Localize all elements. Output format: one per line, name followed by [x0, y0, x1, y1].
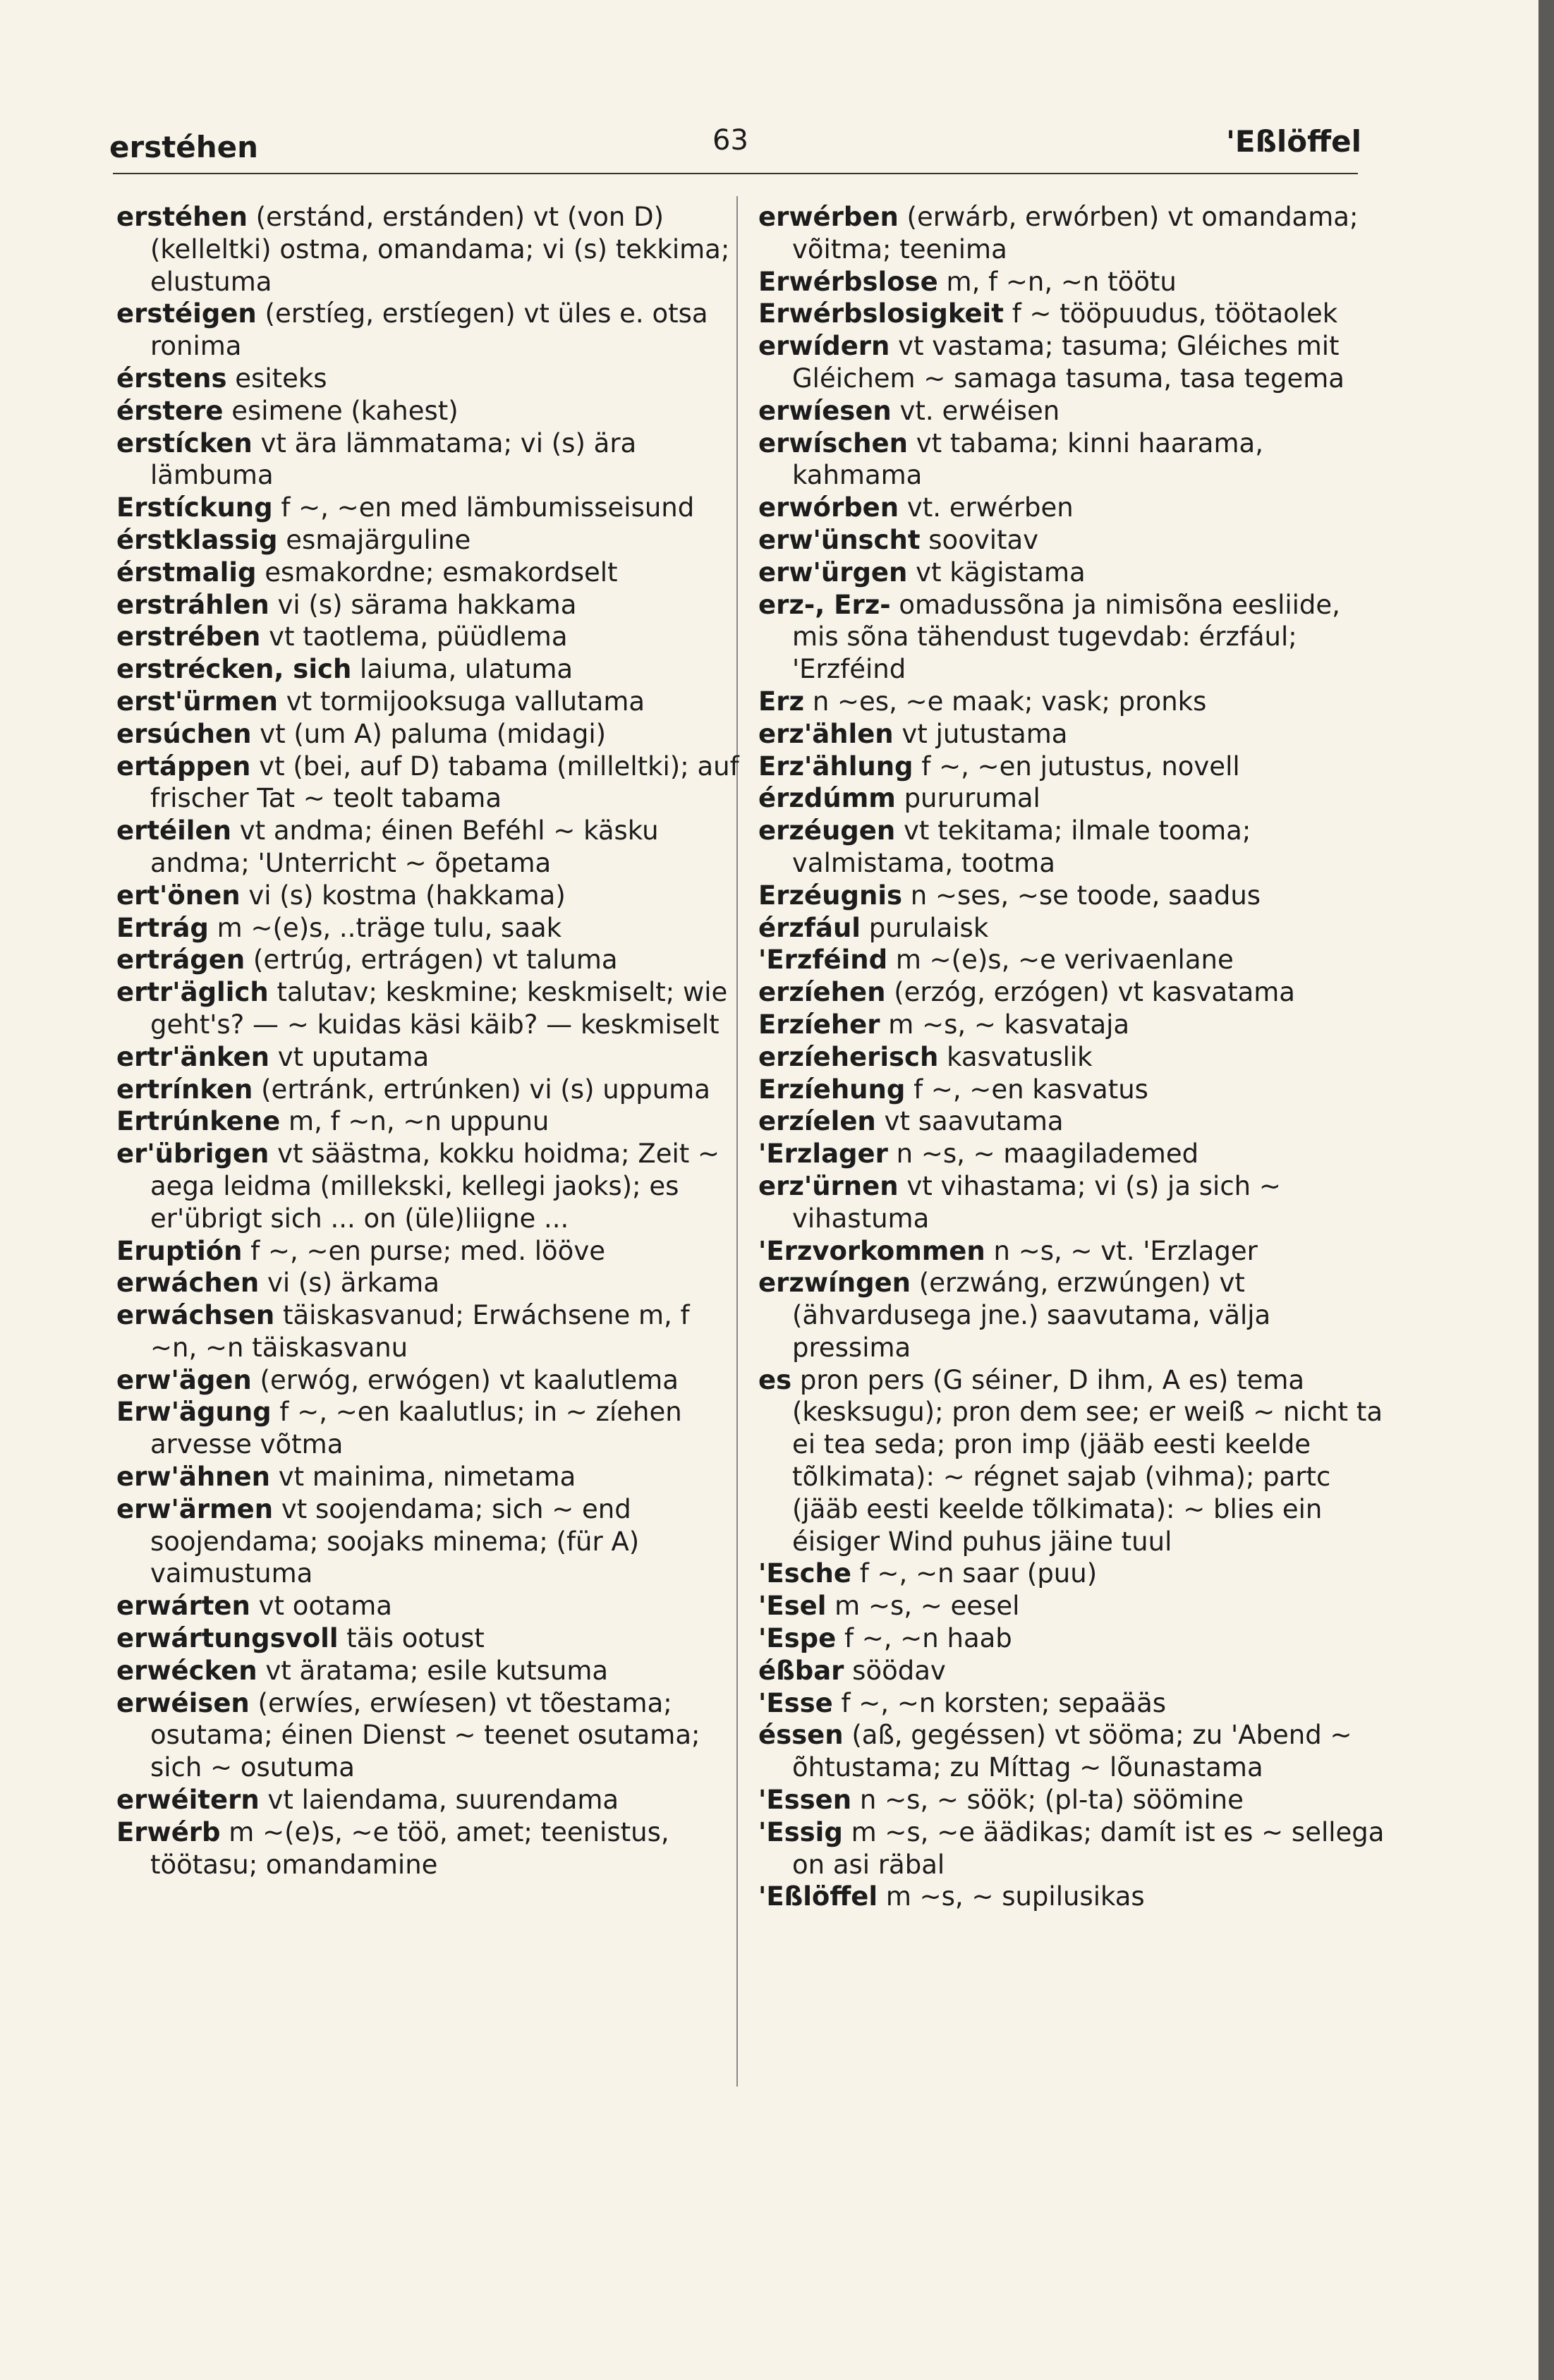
entry-definition: vt säästma, kokku hoidma; Zeit ~ aega leidma (millekski, kellegi jaoks); es er'übrigt sich ... on (üle)liigne ... [150, 1139, 720, 1234]
header-rule [113, 173, 1358, 174]
entry-definition: f ~, ~n haab [836, 1623, 1012, 1654]
dictionary-entry [116, 557, 744, 589]
entry-definition: n ~ses, ~se toode, saadus [902, 880, 1261, 911]
entry-definition: vt. erwérben [899, 492, 1074, 523]
entry-headword: 'Esse [758, 1687, 833, 1718]
entry-definition: (erstíeg, erstíegen) vt üles e. otsa ronima [150, 298, 708, 362]
header-first-word: erstéhen [109, 130, 259, 164]
entry-headword: erwéisen [116, 1687, 250, 1718]
entry-headword: érstens [116, 363, 227, 394]
entry-headword: erst'ürmen [116, 686, 278, 717]
dictionary-entry [116, 524, 744, 557]
entry-definition: m ~s, ~ supilusikas [878, 1881, 1145, 1912]
entry-headword: erwórben [758, 492, 899, 523]
entry-headword: Erz'ählung [758, 751, 913, 782]
entry-headword: érzfául [758, 912, 861, 943]
dictionary-entry [116, 1235, 744, 1268]
dictionary-entry [116, 1396, 744, 1461]
entry-definition: vt mainima, nimetama [269, 1462, 576, 1493]
entry-headword: Ertrúnkene [116, 1106, 281, 1137]
dictionary-entry [758, 718, 1386, 751]
dictionary-entry [758, 1267, 1386, 1364]
entry-headword: ertrínken [116, 1074, 253, 1105]
entry-headword: 'Espe [758, 1623, 837, 1654]
entry-definition: vt soojendama; sich ~ end soojendama; soojaks minema; (für A) vaimustuma [150, 1493, 640, 1589]
entry-definition: f ~, ~en jutustus, novell [913, 751, 1240, 782]
entry-headword: éssen [758, 1720, 844, 1751]
entry-definition: pururumal [895, 783, 1040, 814]
entry-headword: Erzéugnis [758, 880, 903, 911]
entry-definition: talutav; keskmine; keskmiselt; wie geht's? — ~ kuidas käsi käib? — keskmiselt [150, 977, 728, 1040]
entry-definition: n ~s, ~ vt. 'Erzlager [985, 1235, 1258, 1266]
entry-definition: vt laiendama, suurendama [259, 1785, 619, 1816]
entry-headword: érstmalig [116, 557, 257, 588]
entry-headword: erz'ählen [758, 718, 894, 749]
dictionary-entry [758, 1009, 1386, 1041]
dictionary-entry [758, 782, 1386, 815]
entry-headword: 'Erzvorkommen [758, 1235, 985, 1266]
entry-headword: ertr'änken [116, 1041, 269, 1072]
entry-definition: m ~(e)s, ~e verivaenlane [887, 945, 1234, 976]
entry-headword: erw'ünscht [758, 524, 921, 555]
dictionary-entry [116, 880, 744, 912]
dictionary-entry [758, 1235, 1386, 1268]
dictionary-entry [758, 1558, 1386, 1590]
entry-headword: erzíehen [758, 977, 886, 1008]
entry-definition: vt äratama; esile kutsuma [257, 1655, 609, 1686]
entry-headword: erwérben [758, 202, 899, 232]
entry-definition: m ~s, ~e äädikas; damít ist es ~ sellega on asi räbal [792, 1816, 1385, 1880]
entry-definition: esmajärguline [277, 524, 471, 555]
dictionary-entry [758, 944, 1386, 976]
entry-headword: erstéhen [116, 202, 248, 232]
dictionary-entry [116, 1816, 744, 1881]
dictionary-entry [116, 363, 744, 395]
entry-headword: erwáchen [116, 1268, 260, 1299]
entry-headword: erw'ägen [116, 1364, 252, 1395]
dictionary-entry [116, 1299, 744, 1364]
entry-definition: täis ootust [338, 1623, 485, 1654]
dictionary-entry [758, 1622, 1386, 1655]
dictionary-entry [758, 201, 1386, 266]
entry-headword: Erz [758, 686, 805, 717]
dictionary-entry [758, 1881, 1386, 1913]
entry-headword: ersúchen [116, 718, 252, 749]
entry-headword: Erzíeher [758, 1009, 880, 1040]
entry-definition: purulaisk [860, 912, 989, 943]
entry-headword: Erstíckung [116, 492, 273, 523]
entry-headword: érstere [116, 395, 224, 426]
dictionary-entry [116, 1105, 744, 1138]
entry-headword: erz-, Erz- [758, 589, 891, 620]
entry-definition: vt saavutama [875, 1106, 1064, 1137]
entry-definition: vi (s) kostma (hakkama) [240, 880, 566, 911]
dictionary-entry [116, 944, 744, 976]
entry-definition: esimene (kahest) [223, 395, 459, 426]
entry-definition: (erwíes, erwíesen) vt tõestama; osutama; éinen Dienst ~ teenet osutama; sich ~ osutuma [150, 1687, 700, 1783]
dictionary-entry [116, 653, 744, 686]
dictionary-entry [758, 1719, 1386, 1784]
dictionary-entry [116, 1687, 744, 1784]
dictionary-entry [758, 1687, 1386, 1720]
entry-definition: vt tabama; kinni haarama, kahmama [792, 427, 1263, 491]
dictionary-entry [758, 589, 1386, 686]
entry-headword: 'Erzféind [758, 945, 888, 976]
dictionary-entry [758, 395, 1386, 427]
entry-headword: erwárten [116, 1591, 250, 1622]
dictionary-entry [116, 1655, 744, 1687]
entry-headword: 'Esche [758, 1558, 851, 1589]
header-last-word: 'Eßlöffel [1226, 124, 1361, 159]
entry-headword: ertéilen [116, 815, 231, 846]
entry-definition: soovitav [920, 524, 1039, 555]
entry-definition: f ~, ~en kasvatus [905, 1074, 1148, 1105]
entry-definition: vt andma; éinen Beféhl ~ käsku andma; 'Unterricht ~ õpetama [150, 815, 659, 878]
entry-definition: m, f ~n, ~n uppunu [280, 1106, 550, 1137]
entry-definition: (erstánd, erstánden) vt (von D) (kelleltki) ostma, omandama; vi (s) tekkima; elustuma [150, 202, 730, 297]
dictionary-entry [758, 912, 1386, 945]
dictionary-entry [758, 880, 1386, 912]
left-column [116, 201, 744, 1881]
entry-headword: erstéigen [116, 298, 257, 329]
dictionary-entry [116, 1461, 744, 1493]
right-column [758, 201, 1386, 1913]
entry-definition: vt. erwéisen [891, 395, 1060, 426]
dictionary-entry [758, 1590, 1386, 1622]
entry-headword: érstklassig [116, 524, 278, 555]
dictionary-entry [116, 589, 744, 621]
entry-definition: omadussõna ja nimisõna eesliide, mis sõna tähendust tugevdab: érzfául; 'Erzféind [792, 589, 1340, 685]
dictionary-entry [116, 976, 744, 1041]
entry-headword: 'Esel [758, 1591, 827, 1622]
entry-definition: m ~(e)s, ..träge tulu, saak [208, 912, 562, 943]
dictionary-entry [116, 912, 744, 945]
entry-definition: n ~s, ~ söök; (pl-ta) söömine [851, 1785, 1244, 1816]
dictionary-entry [116, 1267, 744, 1299]
entry-headword: erzéugen [758, 815, 896, 846]
entry-definition: n ~es, ~e maak; vask; pronks [804, 686, 1207, 717]
entry-headword: erzíelen [758, 1106, 876, 1137]
entry-headword: Erwérbslosigkeit [758, 298, 1004, 329]
entry-headword: Eruptión [116, 1235, 243, 1266]
entry-headword: erstrében [116, 621, 261, 652]
entry-definition: (aß, gegéssen) vt sööma; zu 'Abend ~ õhtustama; zu Míttag ~ lõunastama [792, 1720, 1352, 1783]
entry-headword: erwídern [758, 331, 890, 362]
entry-headword: erstícken [116, 427, 253, 459]
dictionary-entry [116, 718, 744, 751]
dictionary-entry [758, 815, 1386, 880]
entry-definition: m ~(e)s, ~e töö, amet; teenistus, töötasu; omandamine [150, 1816, 669, 1880]
dictionary-entry [758, 1816, 1386, 1881]
dictionary-entry [758, 976, 1386, 1009]
entry-definition: f ~, ~n saar (puu) [851, 1558, 1098, 1589]
entry-headword: 'Erzlager [758, 1139, 888, 1170]
dictionary-entry [116, 427, 744, 492]
entry-headword: erwíesen [758, 395, 892, 426]
entry-headword: erwártungsvoll [116, 1623, 339, 1654]
entry-definition: vt tormijooksuga vallutama [277, 686, 645, 717]
dictionary-entry [116, 1622, 744, 1655]
entry-headword: 'Essig [758, 1816, 843, 1847]
entry-headword: erzíeherisch [758, 1041, 939, 1072]
dictionary-entry [758, 686, 1386, 718]
entry-definition: f ~, ~en med lämbumisseisund [272, 492, 695, 523]
entry-definition: kasvatuslik [938, 1041, 1093, 1072]
dictionary-entry [758, 1784, 1386, 1816]
dictionary-entry [758, 524, 1386, 557]
dictionary-entry [116, 1493, 744, 1590]
page-header [109, 119, 1361, 168]
dictionary-entry [116, 815, 744, 880]
entry-definition: (erzóg, erzógen) vt kasvatama [885, 977, 1295, 1008]
entry-headword: er'übrigen [116, 1139, 269, 1170]
entry-headword: Ertrág [116, 912, 209, 943]
dictionary-entry [758, 1041, 1386, 1074]
entry-headword: erw'ärmen [116, 1493, 274, 1524]
scan-edge [1538, 0, 1554, 2380]
dictionary-entry [116, 1784, 744, 1816]
entry-headword: ertrágen [116, 945, 245, 976]
entry-headword: erstrécken, sich [116, 654, 352, 685]
entry-definition: vt tekitama; ilmale tooma; valmistama, tootma [792, 815, 1251, 878]
entry-headword: es [758, 1364, 792, 1395]
dictionary-entry [116, 1041, 744, 1074]
entry-definition: täiskasvanud; Erwáchsene m, f ~n, ~n täiskasvanu [150, 1300, 690, 1363]
dictionary-entry [758, 492, 1386, 524]
entry-definition: vt jutustama [893, 718, 1068, 749]
entry-definition: pron pers (G séiner, D ihm, A es) tema (kesksugu); pron dem see; er weiß ~ nicht ta ei tea seda; pron imp (jääb eesti keelde tõlkimata): ~ régnet sajab (vihma); partc (jääb eesti keelde tõlkimata): ~ blies ein éisiger Wind puhus jäine tuul [791, 1364, 1383, 1557]
entry-definition: vt (bei, auf D) tabama (milleltki); auf frischer Tat ~ teolt tabama [150, 751, 739, 814]
dictionary-entry [116, 201, 744, 298]
entry-definition: f ~ tööpuudus, töötaolek [1003, 298, 1338, 329]
entry-headword: ertr'äglich [116, 977, 269, 1008]
entry-headword: erw'ähnen [116, 1462, 270, 1493]
entry-definition: (erzwáng, erzwúngen) vt (ähvardusega jne.) saavutama, välja pressima [792, 1268, 1271, 1363]
entry-definition: (ertránk, ertrúnken) vi (s) uppuma [253, 1074, 710, 1105]
dictionary-entry [116, 395, 744, 427]
dictionary-entry [758, 751, 1386, 783]
entry-headword: erstráhlen [116, 589, 269, 620]
entry-definition: vt (um A) paluma (midagi) [251, 718, 607, 749]
entry-headword: Erzíehung [758, 1074, 906, 1105]
entry-headword: Erwérbslose [758, 266, 938, 297]
entry-headword: Erwérb [116, 1816, 221, 1847]
dictionary-entry [758, 1170, 1386, 1235]
dictionary-entry [116, 1074, 744, 1106]
dictionary-entry [116, 492, 744, 524]
entry-definition: söödav [844, 1655, 946, 1686]
entry-definition: vt uputama [269, 1041, 430, 1072]
dictionary-entry [116, 298, 744, 363]
entry-definition: vi (s) särama hakkama [269, 589, 577, 620]
entry-definition: vt taotlema, püüdlema [260, 621, 568, 652]
entry-headword: érzdúmm [758, 783, 896, 814]
entry-headword: erwíschen [758, 427, 908, 459]
dictionary-entry [758, 427, 1386, 492]
entry-headword: 'Eßlöffel [758, 1881, 878, 1912]
entry-headword: erwéitern [116, 1785, 260, 1816]
dictionary-entry [758, 1105, 1386, 1138]
entry-definition: (erwárb, erwórben) vt omandama; võitma; teenima [792, 202, 1359, 265]
entry-headword: ertáppen [116, 751, 251, 782]
entry-headword: 'Essen [758, 1785, 852, 1816]
dictionary-entry [758, 298, 1386, 330]
entry-definition: vt ära lämmatama; vi (s) ära lämbuma [150, 427, 637, 491]
dictionary-entry [758, 1074, 1386, 1106]
entry-headword: erw'ürgen [758, 557, 908, 588]
dictionary-entry [116, 751, 744, 815]
entry-headword: erz'ürnen [758, 1170, 899, 1201]
entry-headword: erwáchsen [116, 1300, 275, 1331]
entry-definition: (ertrúg, ertrágen) vt taluma [245, 945, 618, 976]
dictionary-entry [116, 621, 744, 653]
entry-definition: vt vastama; tasuma; Gléiches mit Gléichem ~ samaga tasuma, tasa tegema [792, 331, 1344, 394]
dictionary-entry [758, 266, 1386, 298]
entry-definition: f ~, ~en kaalutlus; in ~ zíehen arvesse võtma [150, 1397, 682, 1460]
dictionary-entry [758, 1364, 1386, 1558]
entry-definition: m ~s, ~ kasvataja [880, 1009, 1130, 1040]
dictionary-entry [116, 686, 744, 718]
entry-definition: esmakordne; esmakordselt [256, 557, 618, 588]
entry-definition: m ~s, ~ eesel [826, 1591, 1020, 1622]
entry-definition: vi (s) ärkama [259, 1268, 439, 1299]
dictionary-entry [758, 557, 1386, 589]
dictionary-entry [116, 1364, 744, 1397]
entry-definition: n ~s, ~ maagilademed [887, 1139, 1199, 1170]
dictionary-entry [116, 1138, 744, 1234]
entry-definition: f ~, ~en purse; med. lööve [242, 1235, 605, 1266]
entry-headword: erwécken [116, 1655, 257, 1686]
entry-headword: ert'önen [116, 880, 241, 911]
entry-definition: laiuma, ulatuma [351, 654, 573, 685]
dictionary-entry [116, 1590, 744, 1622]
dictionary-entry [758, 330, 1386, 395]
dictionary-entry [758, 1655, 1386, 1687]
entry-headword: Erw'ägung [116, 1397, 272, 1428]
dictionary-entry [758, 1138, 1386, 1170]
entry-definition: esiteks [226, 363, 327, 394]
entry-headword: erzwíngen [758, 1268, 911, 1299]
entry-definition: (erwóg, erwógen) vt kaalutlema [251, 1364, 679, 1395]
entry-definition: vt vihastama; vi (s) ja sich ~ vihastuma [792, 1170, 1281, 1234]
entry-definition: vt kägistama [907, 557, 1086, 588]
entry-definition: vt ootama [250, 1591, 392, 1622]
page-number: 63 [712, 124, 748, 157]
entry-definition: m, f ~n, ~n töötu [937, 266, 1177, 297]
entry-headword: éßbar [758, 1655, 844, 1686]
entry-definition: f ~, ~n korsten; sepaääs [832, 1687, 1167, 1718]
